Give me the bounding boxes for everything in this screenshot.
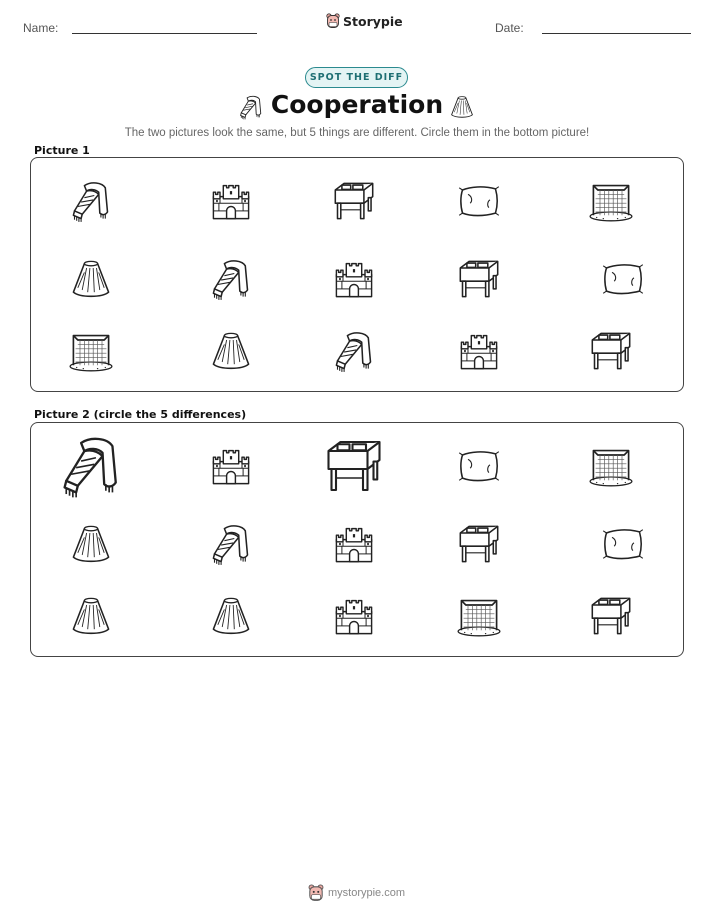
table-icon[interactable] [457, 522, 501, 566]
scarf-icon[interactable] [209, 522, 253, 566]
scarf-icon[interactable] [58, 433, 124, 499]
volcano-icon[interactable] [69, 522, 113, 566]
brand-logo [326, 13, 403, 29]
title-volcano-icon [449, 94, 475, 120]
pillow-icon[interactable] [457, 444, 501, 488]
goal-icon[interactable] [457, 594, 501, 638]
brand-name: Storypie [343, 13, 403, 29]
volcano-icon[interactable] [209, 594, 253, 638]
castle-icon [209, 179, 253, 223]
table-icon[interactable] [589, 594, 633, 638]
bear-logo-icon [326, 13, 340, 29]
picture1-panel [30, 157, 684, 392]
goal-icon [589, 179, 633, 223]
goal-icon [69, 329, 113, 373]
table-icon [332, 179, 376, 223]
page-title: Cooperation [270, 90, 444, 119]
castle-icon[interactable] [332, 522, 376, 566]
castle-icon[interactable] [332, 594, 376, 638]
volcano-icon [209, 329, 253, 373]
pillow-icon[interactable] [601, 522, 645, 566]
scarf-icon [332, 329, 376, 373]
picture2-label: Picture 2 (circle the 5 differences) [34, 408, 247, 421]
goal-icon[interactable] [589, 444, 633, 488]
pillow-icon [457, 179, 501, 223]
name-line[interactable] [72, 33, 257, 34]
castle-icon[interactable] [209, 444, 253, 488]
scarf-icon [69, 179, 113, 223]
volcano-icon[interactable] [69, 594, 113, 638]
instructions: The two pictures look the same, but 5 things are different. Circle them in the bottom picture! [124, 127, 590, 139]
name-label: Name: [23, 21, 59, 35]
pillow-icon [601, 257, 645, 301]
footer-url: mystorypie.com [328, 887, 406, 899]
scarf-icon [209, 257, 253, 301]
bear-logo-icon [308, 884, 324, 902]
table-icon[interactable] [324, 436, 384, 496]
date-label: Date: [495, 21, 524, 35]
table-icon [589, 329, 633, 373]
picture2-panel[interactable] [30, 422, 684, 657]
spot-the-diff-badge: SPOT THE DIFF [305, 67, 408, 88]
table-icon [457, 257, 501, 301]
volcano-icon [69, 257, 113, 301]
date-line[interactable] [542, 33, 691, 34]
castle-icon [457, 329, 501, 373]
footer [308, 884, 405, 902]
picture1-label: Picture 1 [34, 144, 90, 157]
castle-icon [332, 257, 376, 301]
